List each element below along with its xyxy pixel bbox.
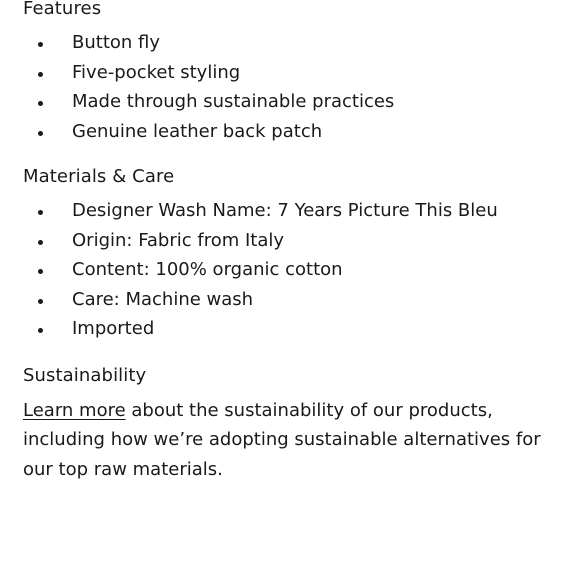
features-list [23,28,580,146]
features-section [23,0,580,146]
bullet-icon [38,210,43,215]
list-item [23,58,580,88]
list-item [23,117,580,147]
list-item [23,255,580,285]
sustainability-section [23,365,580,485]
materials-care-heading: Materials & Care [23,166,175,187]
list-item-text: Content: 100% organic cotton [72,259,343,280]
list-item [23,87,580,117]
bullet-icon [38,240,43,245]
bullet-icon [38,299,43,304]
sustainability-heading: Sustainability [23,364,147,386]
bullet-icon [38,131,43,136]
bullet-icon [38,42,43,47]
materials-care-list [23,196,580,344]
bullet-icon [38,101,43,106]
list-item [23,196,580,226]
sustainability-text: about the sustainability of our products, including how we’re adopting sustainable alternatives for our top raw materials. [23,399,541,480]
list-item [23,285,580,315]
bullet-icon [38,328,43,333]
list-item-text: Five-pocket styling [72,61,241,83]
list-item-text: Imported [72,318,155,339]
sustainability-paragraph [23,396,543,485]
list-item [23,226,580,256]
list-item-text: Made through sustainable practices [72,91,395,112]
list-item-text: Care: Machine wash [72,288,254,310]
list-item-text: Designer Wash Name: 7 Years Picture This Bleu [72,200,498,221]
learn-more-link[interactable]: Learn more [23,399,126,421]
bullet-icon [38,269,43,274]
list-item-text: Genuine leather back patch [72,120,323,142]
list-item [23,28,580,58]
materials-care-section [23,166,580,344]
features-heading: Features [23,0,102,19]
list-item-text: Button fly [72,32,161,53]
list-item-text: Origin: Fabric from Italy [72,229,285,251]
bullet-icon [38,72,43,77]
list-item [23,314,580,344]
